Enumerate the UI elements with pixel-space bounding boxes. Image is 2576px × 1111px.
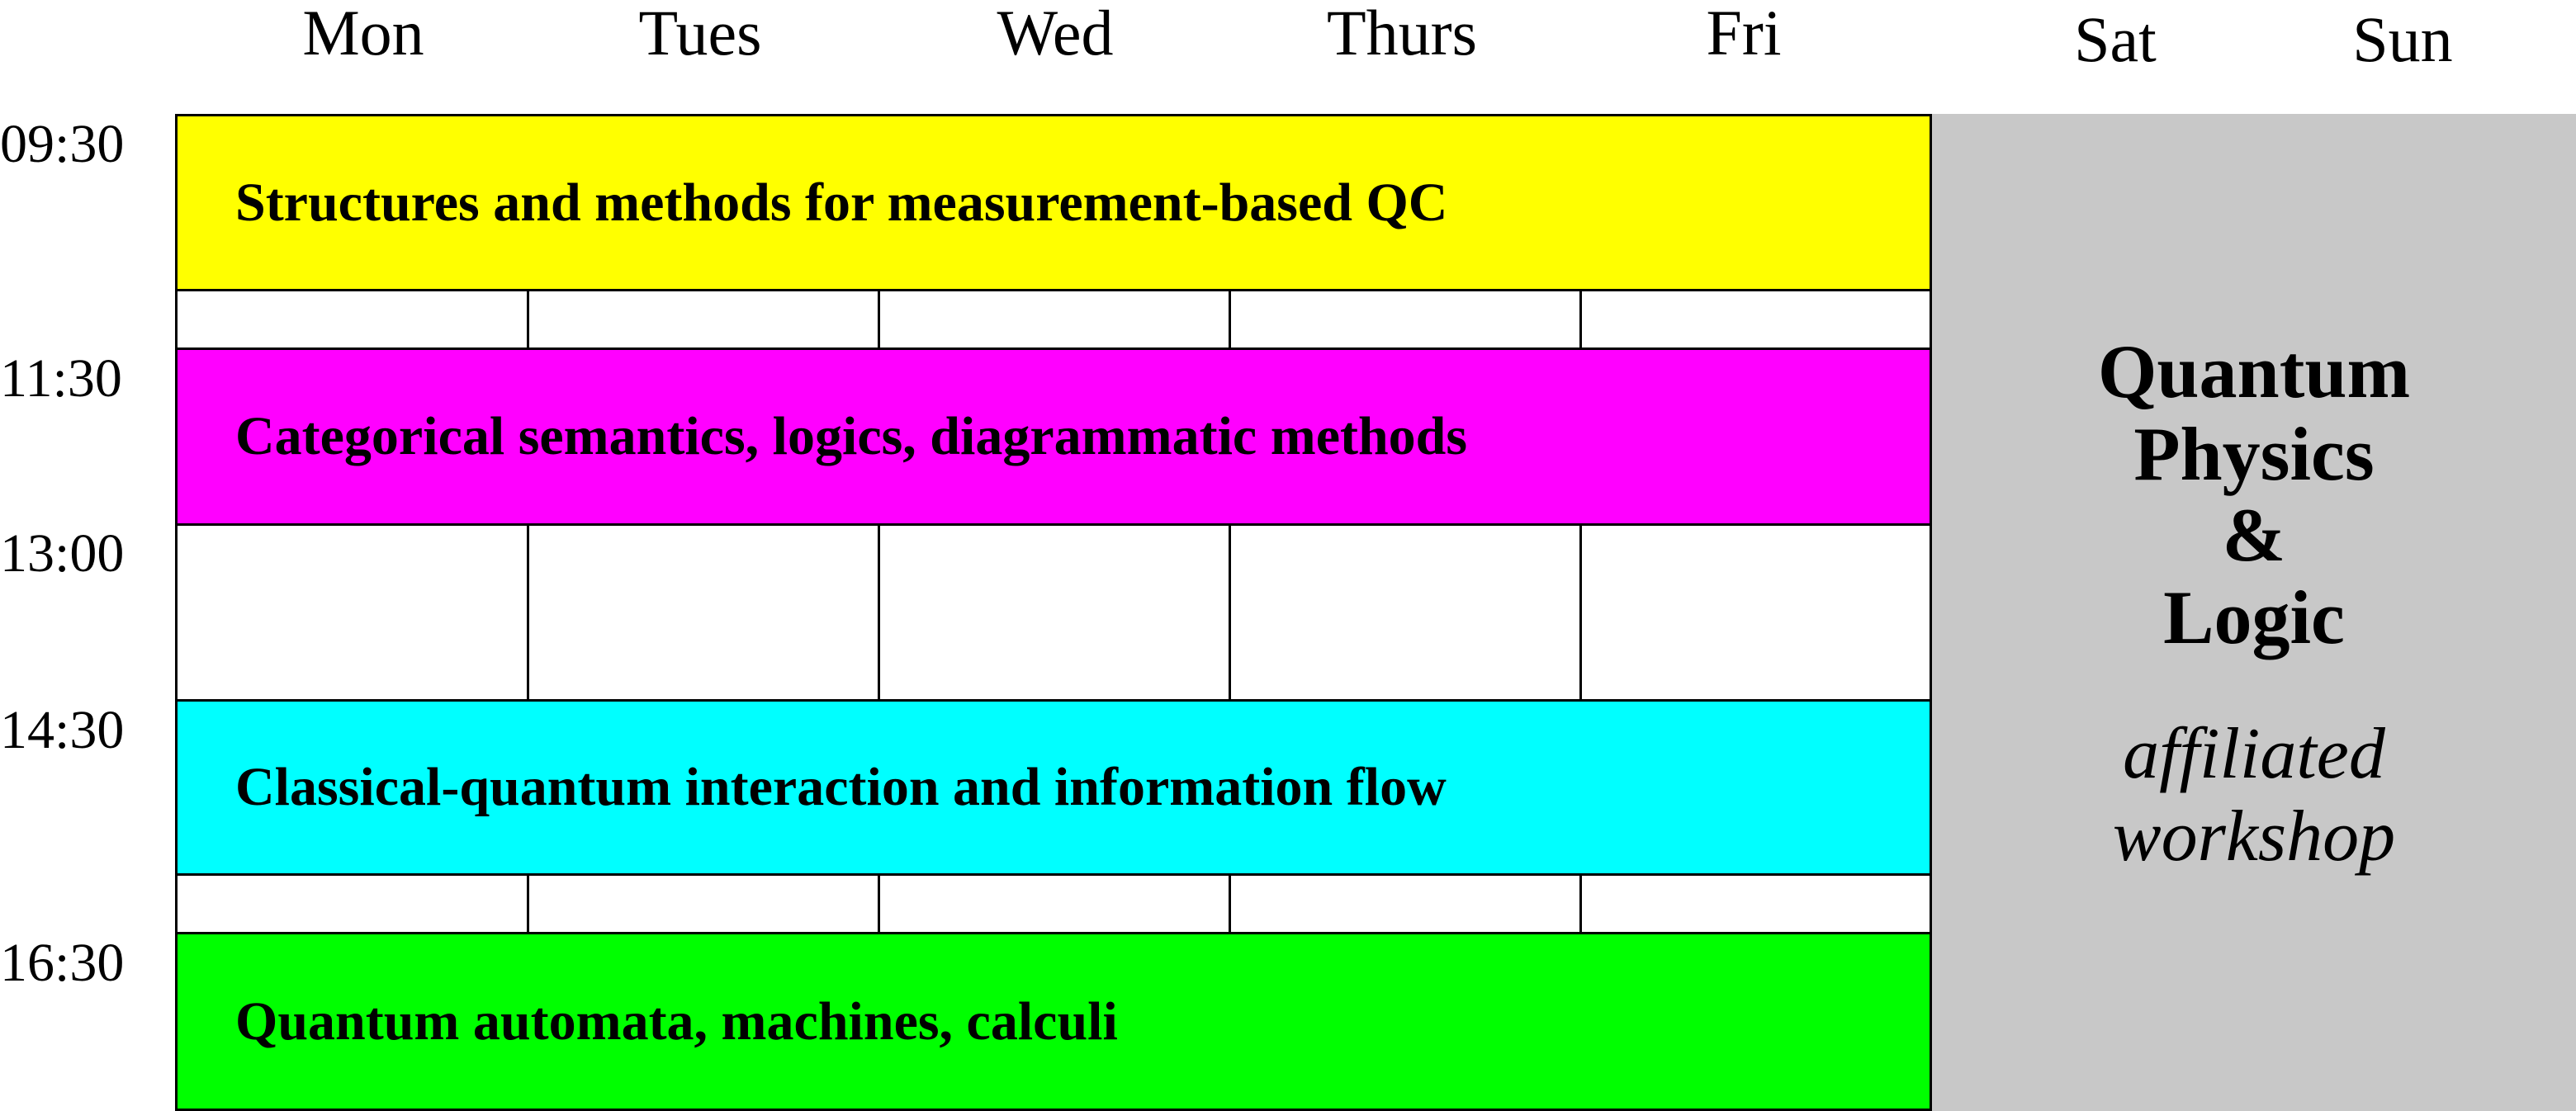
workshop-title-line-3: & [2222,493,2286,577]
day-divider [1229,291,1231,347]
day-header-tues: Tues [638,0,762,69]
day-divider [878,526,880,699]
session-label-3: Classical-quantum interaction and information flow [235,757,1447,817]
workshop-subtitle-line-2: workshop [2112,797,2396,877]
day-divider [527,876,529,932]
lunch-row [175,523,1932,702]
session-label-1: Structures and methods for measurement-based QC [235,172,1448,233]
session-band-4 [175,932,1932,1111]
time-label-1630: 16:30 [0,933,125,993]
day-header-fri: Fri [1706,0,1782,69]
workshop-title-line-2: Physics [2133,412,2375,496]
day-header-sun: Sun [2352,3,2453,75]
day-divider [878,291,880,347]
day-divider [1229,526,1231,699]
day-header-wed: Wed [997,0,1114,69]
day-header-thurs: Thurs [1327,0,1477,69]
day-divider [1229,876,1231,932]
session-band-3 [175,699,1932,876]
day-divider [527,291,529,347]
session-band-1 [175,114,1932,291]
day-divider [1579,876,1582,932]
day-divider [1579,291,1582,347]
time-label-1130: 11:30 [0,348,122,409]
day-divider [1579,526,1582,699]
time-label-1430: 14:30 [0,700,125,760]
workshop-title-line-4: Logic [2163,575,2345,660]
day-divider [527,526,529,699]
break-row-1 [175,289,1932,350]
time-label-1300: 13:00 [0,523,125,584]
workshop-title-line-1: Quantum [2097,329,2411,414]
time-label-0930: 09:30 [0,114,125,174]
day-divider [878,876,880,932]
break-row-2 [175,873,1932,934]
day-header-mon: Mon [302,0,424,69]
session-label-2: Categorical semantics, logics, diagrammatic methods [235,406,1468,466]
session-band-2 [175,347,1932,526]
weekend-workshop-panel [1932,114,2576,1111]
workshop-subtitle-line-1: affiliated [2123,714,2385,794]
session-label-4: Quantum automata, machines, calculi [235,990,1118,1052]
day-header-sat: Sat [2074,3,2157,75]
